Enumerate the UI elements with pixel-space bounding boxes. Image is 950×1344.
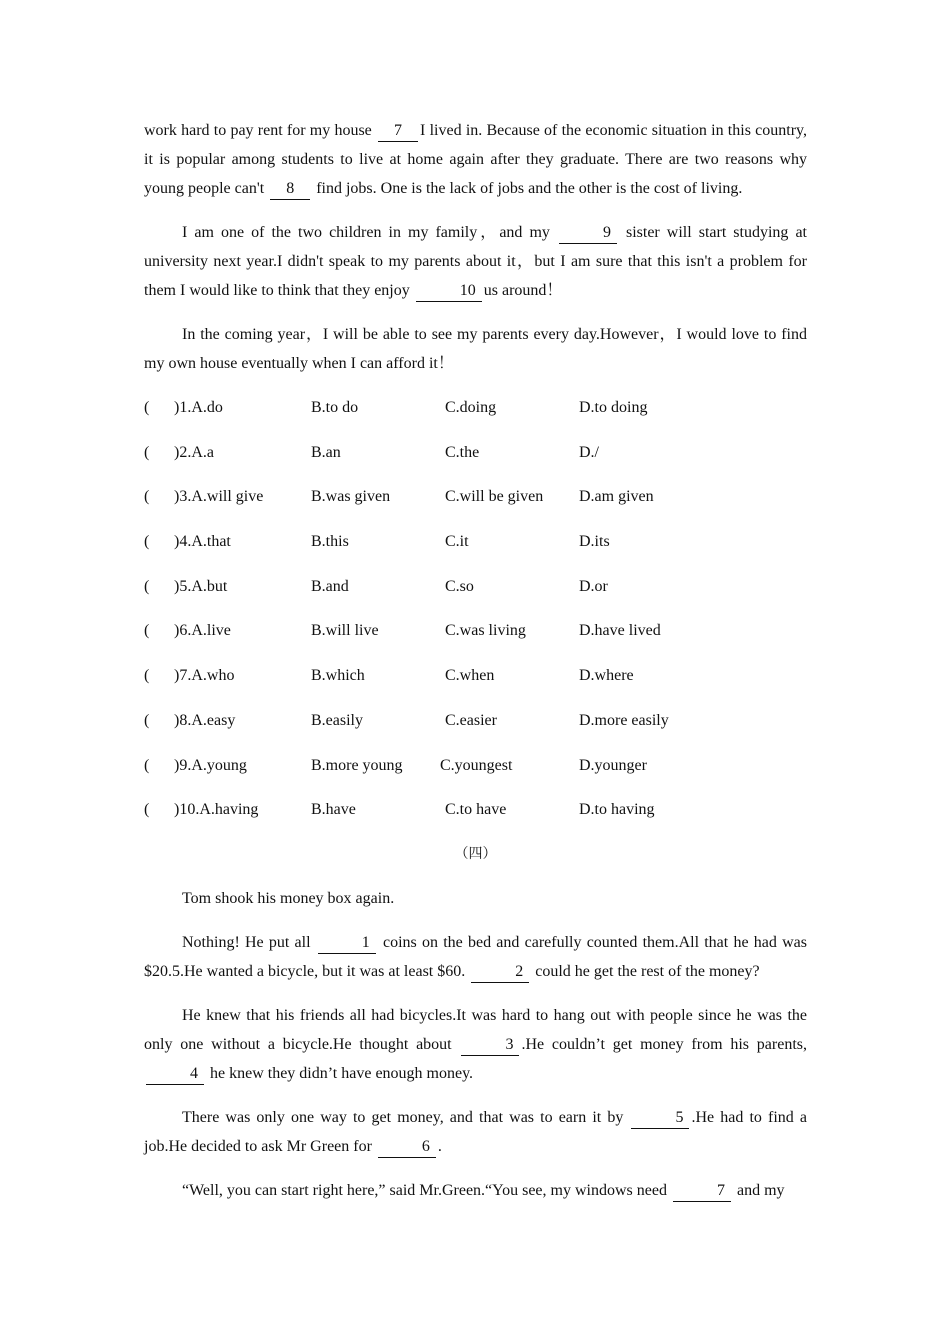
option-a: )7.A.who — [174, 667, 235, 685]
option-a: )10.A.having — [174, 801, 259, 819]
question-row — [144, 616, 807, 645]
answer-paren: ( — [144, 488, 150, 506]
document-page — [144, 116, 807, 1220]
story-paragraph — [144, 928, 807, 986]
text-run: us around！ — [483, 282, 563, 299]
text-run: find jobs. One is the lack of jobs and the other is the cost of living. — [312, 180, 743, 197]
story-paragraph — [144, 1103, 807, 1161]
option-a: )1.A.do — [174, 399, 223, 416]
option-b: B.to do — [311, 399, 359, 416]
answer-paren: ( — [144, 801, 150, 819]
text-run: .He had to find a job.He decided to ask Mr Green for — [144, 1108, 808, 1155]
question-row — [144, 527, 807, 556]
option-d: D.more easily — [579, 711, 669, 729]
answer-paren: ( — [144, 711, 150, 729]
story-paragraph — [144, 1176, 807, 1205]
option-d: D.have lived — [579, 622, 661, 640]
section-title: （四） — [454, 845, 497, 862]
option-b: B.more young — [311, 756, 403, 774]
option-b: B.which — [311, 667, 365, 685]
option-b: B.have — [311, 801, 356, 819]
question-row — [144, 438, 807, 467]
option-a: )8.A.easy — [174, 711, 236, 729]
option-c: C.the — [445, 443, 480, 461]
option-d: D.or — [579, 577, 608, 595]
blank-3: 3 — [461, 1035, 519, 1056]
text-run: “Well, you can start right here,” said Mr.Green.“You see, my windows need — [182, 1181, 671, 1199]
answer-paren: ( — [144, 399, 150, 416]
text-run: coins on the bed and carefully counted them.All that he had was $20.5.He wanted a bicycle, but it was at least $60. — [144, 933, 807, 980]
text-run: There was only one way to get money, and that was to earn it by — [182, 1108, 630, 1126]
option-d: D.am given — [579, 488, 654, 506]
text-run: and my — [732, 1181, 785, 1199]
answer-paren: ( — [144, 577, 150, 595]
option-a: )5.A.but — [174, 577, 228, 595]
question-row — [144, 751, 807, 780]
option-a: )4.A.that — [174, 533, 231, 551]
blank-6: 6 — [378, 1137, 436, 1158]
option-b: B.and — [311, 577, 349, 595]
option-b: B.this — [311, 533, 349, 551]
question-row — [144, 795, 807, 824]
option-c: C.easier — [445, 711, 497, 729]
passage-paragraph: In the coming year，I will be able to see my parents every day.However，I would love to find my own house eventually when I can afford it！ — [144, 326, 807, 372]
blank-9: 9 — [559, 223, 617, 244]
answer-paren: ( — [144, 443, 150, 461]
text-run: .He couldn’t get money from his parents, — [521, 1035, 807, 1053]
question-row — [144, 572, 807, 601]
blank-5: 5 — [631, 1108, 689, 1129]
passage-paragraph — [144, 116, 807, 203]
option-b: B.will live — [311, 622, 379, 640]
text-run: could he get the rest of the money? — [531, 962, 760, 980]
option-b: B.was given — [311, 488, 391, 506]
answer-paren: ( — [144, 622, 150, 640]
blank-1: 1 — [318, 933, 376, 954]
option-d: D.its — [579, 533, 610, 551]
blank-10: 10 — [416, 281, 482, 302]
question-list — [144, 393, 807, 824]
question-row — [144, 482, 807, 511]
text-run: He knew that his friends all had bicycles.It was hard to hang out with people since he was the only one without a bicycle.He thought about — [144, 1006, 807, 1053]
blank-4: 4 — [146, 1064, 204, 1085]
blank-7: 7 — [673, 1181, 731, 1202]
option-d: D.to having — [579, 801, 655, 819]
option-d: D.to doing — [579, 399, 648, 416]
option-c: C.will be given — [445, 488, 544, 506]
option-c: C.youngest — [440, 756, 513, 774]
question-row — [144, 706, 807, 735]
blank-7: 7 — [378, 121, 418, 142]
text-run: sister will start studying at university next year.I didn't speak to my parents about it，but I am sure that this isn't a problem for them I would like to think that they enjoy — [144, 224, 808, 299]
option-c: C.when — [445, 667, 495, 685]
option-b: B.easily — [311, 711, 363, 729]
option-c: C.was living — [445, 622, 526, 640]
option-c: C.it — [445, 533, 469, 551]
option-a: )9.A.young — [174, 756, 247, 774]
blank-8: 8 — [270, 179, 310, 200]
question-row — [144, 661, 807, 690]
story-paragraph — [144, 1001, 807, 1088]
text-run: work hard to pay rent for my house — [144, 122, 377, 139]
text-run: he knew they didn’t have enough money. — [206, 1064, 474, 1082]
option-c: C.to have — [445, 801, 507, 819]
option-d: D.where — [579, 667, 634, 685]
option-b: B.an — [311, 443, 341, 461]
answer-paren: ( — [144, 667, 150, 685]
option-a: )2.A.a — [174, 443, 214, 461]
option-a: )3.A.will give — [174, 488, 264, 506]
option-a: )6.A.live — [174, 622, 231, 640]
text-run: . — [437, 1137, 442, 1155]
story-paragraph: Tom shook his money box again. — [182, 889, 395, 907]
answer-paren: ( — [144, 756, 150, 774]
text-run: I am one of the two children in my family，and my — [182, 224, 557, 241]
answer-paren: ( — [144, 533, 150, 551]
option-d: D.younger — [579, 756, 647, 774]
blank-2: 2 — [471, 962, 529, 983]
text-run: I lived in. Because of the economic situation in this country, it is popular among students to live at home again after they graduate. There are two reasons why young people can't — [144, 122, 807, 197]
text-run: Nothing! He put all — [182, 933, 316, 951]
option-d: D./ — [579, 443, 599, 461]
option-c: C.so — [445, 577, 474, 595]
option-c: C.doing — [445, 399, 497, 416]
passage-paragraph — [144, 218, 807, 305]
question-row — [144, 393, 807, 422]
